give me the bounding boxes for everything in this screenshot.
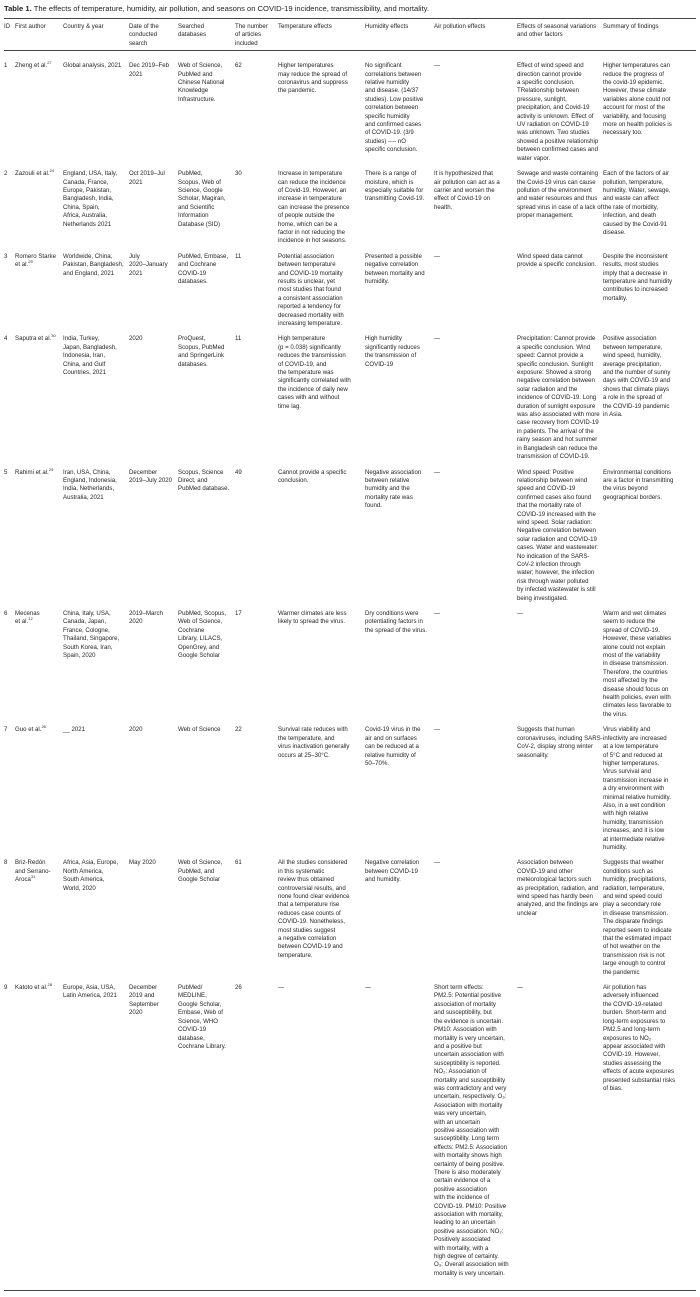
cell-country-year: Worldwide, China, Pakistan, Bangladesh, and England, 2021 <box>63 252 124 277</box>
cell-searched-databases: Web of Science, PubMed and Chinese National Knowledge Infrastructure. <box>178 62 225 103</box>
cell-temperature-effects: — <box>278 984 285 992</box>
column-header-seasonal-effects: Effects of seasonal variations and other factors <box>517 23 597 39</box>
reference-number: 30 <box>51 333 56 339</box>
cell-summary-of-findings: Virus viability and infectivity are increased at a low temperature of 5°C and reduced at higher temperatures. Virus survival and transmission increase in a dry environment with minimal relative humidity. Also, in a wet condition with high relative humidity, transmission increases, and it is low at intermediate relative humidity. <box>603 726 671 851</box>
reference-number: 29 <box>48 466 54 472</box>
author-name: Mecenas et al. <box>15 610 40 626</box>
cell-id: 7 <box>4 726 8 734</box>
reference-number: 24 <box>49 168 55 174</box>
table-row <box>4 610 698 726</box>
cell-id: 8 <box>4 859 8 867</box>
author-name: Briz-Redón and Serrano- Aroca <box>15 859 51 884</box>
cell-air-pollution-effects: — <box>434 859 441 867</box>
table-row <box>4 253 698 336</box>
cell-air-pollution-effects: It is hypothesized that air pollution can act as a carrier and worsen the effect of Covid-19 on health. <box>434 170 500 211</box>
cell-first-author <box>15 466 63 611</box>
cell-seasonal-effects: Precipitation: Cannot provide a specific conclusion. Wind speed: Cannot provide a specific conclusion. Sunlight exposure: Showed a strong negative correlation between solar radiation and the incidence of COVID-19. Long duration of sunlight exposure was also associated with more case recovery from COVID-19 in patients. The arrival of the rainy season and hot summer in Bangladesh can reduce the transmission of COVID-19. <box>517 335 600 461</box>
cell-temperature-effects: Increase in temperature can reduce the incidence of Covid-19. However, an increase in temperature can increase the presence of people outside the home, which can be a factor in not reducing the incidence in hot seasons. <box>278 170 350 245</box>
cell-country-year: Iran, USA, China, England, Indonesia, India, Netherlands, Australia, 2021 <box>63 468 117 501</box>
cell-country-year: Global analysis, 2021 <box>63 62 122 70</box>
cell-summary-of-findings: Despite the inconsistent results, most studies imply that a decrease in temperature and humidity contributes to increased mortality. <box>603 252 673 302</box>
cell-air-pollution-effects: — <box>434 252 441 260</box>
cell-humidity-effects: Presented a possible negative correlation between mortality and humidity. <box>365 252 425 285</box>
table-row <box>4 859 698 984</box>
cell-summary-of-findings: Warm and wet climates seem to reduce the spread of COVID-19. However, these variables alone could not explain most of the variability in disease transmission. Therefore, the countries most affected by the disease should focus on health policies, even with climates less favorable to the virus. <box>603 610 672 718</box>
cell-temperature-effects: Survival rate reduces with the temperature, and virus inactivation generally occurs at 25–30°C. <box>278 726 350 759</box>
cell-temperature-effects: Higher temperatures may reduce the spread of coronavirus and suppress the pandemic. <box>278 62 348 95</box>
cell-country-year: __ 2021 <box>63 726 86 734</box>
cell-seasonal-effects: — <box>517 984 524 992</box>
table-label: Table 1. <box>4 4 32 13</box>
effects-table <box>4 21 698 1285</box>
column-header-search-date: Date of the conducted search <box>129 23 159 47</box>
cell-seasonal-effects: Effect of wind speed and direction cannot provide a specific conclusion. TRelationship between pressure, sunlight, precipitation, and Covid-19 activity is unknown. Effect of UV radiation on COVID-19 was unknown. Two studies showed a positive relationship between confirmed cases and water vapor. <box>517 62 599 162</box>
cell-search-date: May 2020 <box>129 859 156 867</box>
cell-air-pollution-effects: — <box>434 468 441 476</box>
cell-id: 4 <box>4 335 8 343</box>
reference-number: 25 <box>28 259 33 265</box>
cell-article-count: 30 <box>235 170 242 178</box>
cell-temperature-effects: Cannot provide a specific conclusion. <box>278 468 347 484</box>
cell-air-pollution-effects: — <box>434 62 441 70</box>
cell-searched-databases: PubMed, Embase, and Cochrane COVID-19 databases. <box>178 252 229 285</box>
column-header-searched-databases: Searched databases <box>178 23 207 39</box>
cell-seasonal-effects: Suggests that human coronaviruses, including SARS- CoV-2, display strong winter seasonality. <box>517 726 603 759</box>
author-name: Zheng et al. <box>15 62 48 70</box>
cell-summary-of-findings: Air pollution has adversely influenced the COVID-19-related burden. Short-term and long-term exposures to PM2.5 and long-term exposures to NO₂ appear associated with COVID-19. However, studies assessing the effects of acute exposures presented substantial risks of bias. <box>603 984 676 1092</box>
cell-country-year: Africa, Asia, Europe, North America, South America, World, 2020 <box>63 859 119 892</box>
cell-humidity-effects: No significant correlations between relative humidity and disease. (14/37 studies). Low positive correlation between specific humidity and confirmed cases of COVID-19. (3/9 studies) ---- nO specific conclusion. <box>365 62 424 154</box>
cell-article-count: 61 <box>235 859 242 867</box>
cell-air-pollution-effects: — <box>434 726 441 734</box>
table-row <box>4 335 698 468</box>
cell-seasonal-effects: Association between COVID-19 and other meteorological factors such as precipitation, radiation, and wind speed has hardly been analyzed, and the findings are unclear <box>517 859 599 917</box>
author-name: Zazouli et al. <box>15 170 50 178</box>
cell-seasonal-effects: — <box>517 610 524 617</box>
column-header-article-count: The number of articles included <box>235 23 268 47</box>
cell-temperature-effects: All the studies considered in this systematic review thus obtained controversial results, and none found clear evidence that a temperature rise reduces case counts of COVID-19. Nonetheless, most studies suggest a negative correlation between COVID-19 and temperature. <box>278 859 350 959</box>
column-header-air-pollution-effects: Air pollution effects <box>434 23 486 30</box>
cell-humidity-effects: Negative correlation between COVID-19 and humidity. <box>365 859 420 884</box>
cell-humidity-effects: — <box>365 984 372 992</box>
cell-humidity-effects: There is a range of moisture, which is especially suitable for transmitting Covid-19. <box>365 170 425 203</box>
bottom-rule <box>4 1290 696 1291</box>
reference-number: 12 <box>28 616 33 622</box>
cell-first-author <box>15 859 63 984</box>
table-header-row <box>4 21 698 56</box>
author-name: Katoto et al. <box>15 984 48 992</box>
column-header-country-year: Country & year <box>63 23 104 30</box>
table-row <box>4 469 698 611</box>
cell-seasonal-effects: Wind speed: Positive relationship between wind speed and COVID-19 confirmed cases also found that the mortality rate of COVID-19 increased with the wind speed. Solar radiation: Negative correlation between solar radiation and COVID-19 cases. Water and wastewater: No indication of the SARS- CoV-2 infection through water; however, the infection risk through water polluted by infected wastewater is still being investigated. <box>517 468 599 602</box>
column-header-summary-of-findings: Summary of findings <box>603 23 659 30</box>
cell-summary-of-findings: Each of the factors of air pollution, temperature, humidity, Water, sewage, and waste can affect the rate of morbidity, infection, and death caused by the Covid-91 disease. <box>603 170 671 236</box>
cell-searched-databases: Web of Science <box>178 726 221 734</box>
cell-article-count: 62 <box>235 62 242 70</box>
cell-country-year: India, Turkey, Japan, Bangladesh, Indonesia, Iran, China, and Gulf Countries, 2021 <box>63 335 117 377</box>
reference-number: 31 <box>30 874 36 880</box>
cell-first-author <box>15 335 63 468</box>
cell-article-count: 11 <box>235 252 242 260</box>
cell-id: 1 <box>4 62 8 70</box>
cell-searched-databases: PubMed, Scopus, Web of Science, Google Scholar, Magiran, and Scientific Information Database (SID) <box>178 170 226 228</box>
author-name: Saputra et al. <box>15 335 52 343</box>
cell-search-date: July 2020–January 2021 <box>129 252 168 277</box>
cell-search-date: 2020 <box>129 726 143 734</box>
cell-first-author <box>15 610 63 726</box>
cell-article-count: 17 <box>235 610 242 617</box>
cell-seasonal-effects: Sewage and waste containing the Covid-19 virus can cause pollution of the environment and water resources and thus spread virus in case of a lack of proper management. <box>517 170 603 220</box>
reference-number: 27 <box>47 60 52 66</box>
cell-temperature-effects: High temperature (p = 0.038) significantly reduces the transmission of COVID-19, and the temperature was significantly correlated with the incidence of daily new cases with and without time lag. <box>278 335 351 410</box>
cell-searched-databases: PubMed, Scopus, Web of Science, Cochrane Library, LILACS, OpenGrey, and Google Scholar <box>178 610 227 660</box>
cell-summary-of-findings: Higher temperatures can reduce the progress of the covid-19 epidemic. However, these climate variables alone could not account for most of the variability, and focusing more on health policies is necessary too. <box>603 62 672 137</box>
column-header-humidity-effects: Humidity effects <box>365 23 409 30</box>
cell-searched-databases: Scopus, Science Direct, and PubMed database. <box>178 468 230 493</box>
column-header-temperature-effects: Temperature effects <box>278 23 332 30</box>
cell-search-date: December 2019 and September 2020 <box>129 984 159 1017</box>
cell-first-author <box>15 726 63 859</box>
cell-summary-of-findings: Environmental conditions are a factor in transmitting the virus beyond geographical borders. <box>603 468 674 501</box>
cell-seasonal-effects: Wind speed data cannot provide a specific conclusion. <box>517 252 597 269</box>
cell-air-pollution-effects: Short term effects: PM2.5: Potential positive association of mortality and susceptibility, but the evidence is uncertain. PM10: Association with mortality is very uncertain, and a positive but uncertain association with susceptibility is reported. NO₂: Association of mortality and susceptibility was contradictory and very uncertain, respectively. O₃: Association with mortality was very uncertain, with an uncertain positive association with susceptibility. Long term effects: PM2.5: Association with mortality shows high certainty of being positive. There is also moderately certain evidence of a positive association with the incidence of COVID-19. PM10: Positive association with mortality, leading to an uncertain positive association. NO₂: Positively associated with mortality, with a high degree of certainty. O₃: Overall association with mortality is very uncertain. <box>434 984 509 1277</box>
cell-humidity-effects: Negative association between relative humidity and the mortality rate was found. <box>365 468 422 510</box>
cell-article-count: 11 <box>235 335 242 343</box>
cell-temperature-effects: Potential association between temperature and COVID-19 mortality results is unclear, yet most studies that found a consistent association reported a tendency for decreased mortality with increasing temperature. <box>278 252 344 327</box>
cell-temperature-effects: Warmer climates are less likely to spread the virus. <box>278 610 347 626</box>
column-header-id: ID <box>4 23 11 30</box>
cell-first-author <box>15 170 63 253</box>
cell-article-count: 26 <box>235 984 242 992</box>
table-row <box>4 984 698 1285</box>
cell-country-year: China, Italy, USA, Canada, Japan, France, Cologne, Thailand, Singapore, South Korea, Iran, Spain, 2020 <box>63 610 120 660</box>
cell-humidity-effects: High humidity significantly reduces the transmission of COVID-19 <box>365 335 420 368</box>
cell-id: 5 <box>4 468 8 476</box>
cell-search-date: Oct 2019–Jul 2021 <box>129 170 165 186</box>
cell-article-count: 49 <box>235 468 242 476</box>
table-row <box>4 170 698 253</box>
cell-summary-of-findings: Suggests that weather conditions such as humidity, precipitations, radiation, temperature, and wind speed could play a secondary role in disease transmission. The disparate findings reported seem to indicate that the estimated impact of hot weather on the transmission risk is not large enough to control the pandemic <box>603 859 672 976</box>
cell-air-pollution-effects: — <box>434 610 441 617</box>
cell-article-count: 22 <box>235 726 242 734</box>
cell-summary-of-findings: Positive association between temperature, wind speed, humidity, average precipitation, and the number of sunny days with COVID-19 and shows that climate plays a role in the spread of the COVID-19 pandemic in Asia. <box>603 335 671 419</box>
author-name: Guo et al. <box>15 726 42 734</box>
table-row <box>4 56 698 170</box>
table-row <box>4 726 698 859</box>
cell-search-date: 2020 <box>129 335 143 343</box>
reference-number: 26 <box>41 724 46 730</box>
cell-search-date: 2019–March 2020 <box>129 610 163 626</box>
cell-id: 9 <box>4 984 8 992</box>
reference-number: 28 <box>47 982 52 988</box>
cell-searched-databases: Web of Science, PubMed, and Google Scholar <box>178 859 223 884</box>
author-name: Romero Starke et al. <box>15 252 56 269</box>
cell-air-pollution-effects: — <box>434 335 441 343</box>
top-rule <box>4 18 696 19</box>
cell-id: 6 <box>4 610 8 617</box>
cell-id: 3 <box>4 252 8 260</box>
column-header-first-author: First author <box>15 23 46 30</box>
cell-humidity-effects: Dry conditions were potentiating factors in the spread of the virus. <box>365 610 427 634</box>
cell-searched-databases: ProQuest, Scopus, PubMed and SpringerLink databases. <box>178 335 225 368</box>
cell-first-author <box>15 56 63 170</box>
table-title: The effects of temperature, humidity, air pollution, and seasons on COVID-19 incidence, transmissibility, and mortality. <box>31 4 430 13</box>
table-caption <box>4 4 429 13</box>
cell-id: 2 <box>4 170 8 178</box>
cell-first-author <box>15 984 63 1285</box>
cell-country-year: Europe, Asia, USA, Latin America, 2021 <box>63 984 117 1000</box>
cell-search-date: December 2019–July 2020 <box>129 468 173 484</box>
cell-search-date: Dec 2019–Feb 2021 <box>129 62 169 78</box>
cell-humidity-effects: Covid-19 virus in the air and on surfaces can be reduced at a relative humidity of 50–70%. <box>365 726 421 767</box>
cell-searched-databases: PubMed/ MEDLINE, Google Scholar, Embase, Web of Science, WHO COVID-19 database, Cochrane Library. <box>178 984 226 1050</box>
author-name: Rahimi et al. <box>15 468 49 476</box>
cell-country-year: England, USA, Italy, Canada, France, Europe, Pakistan, Bangladesh, India, China, Spain, Africa, Australia, Netherlands 2021 <box>63 170 118 228</box>
